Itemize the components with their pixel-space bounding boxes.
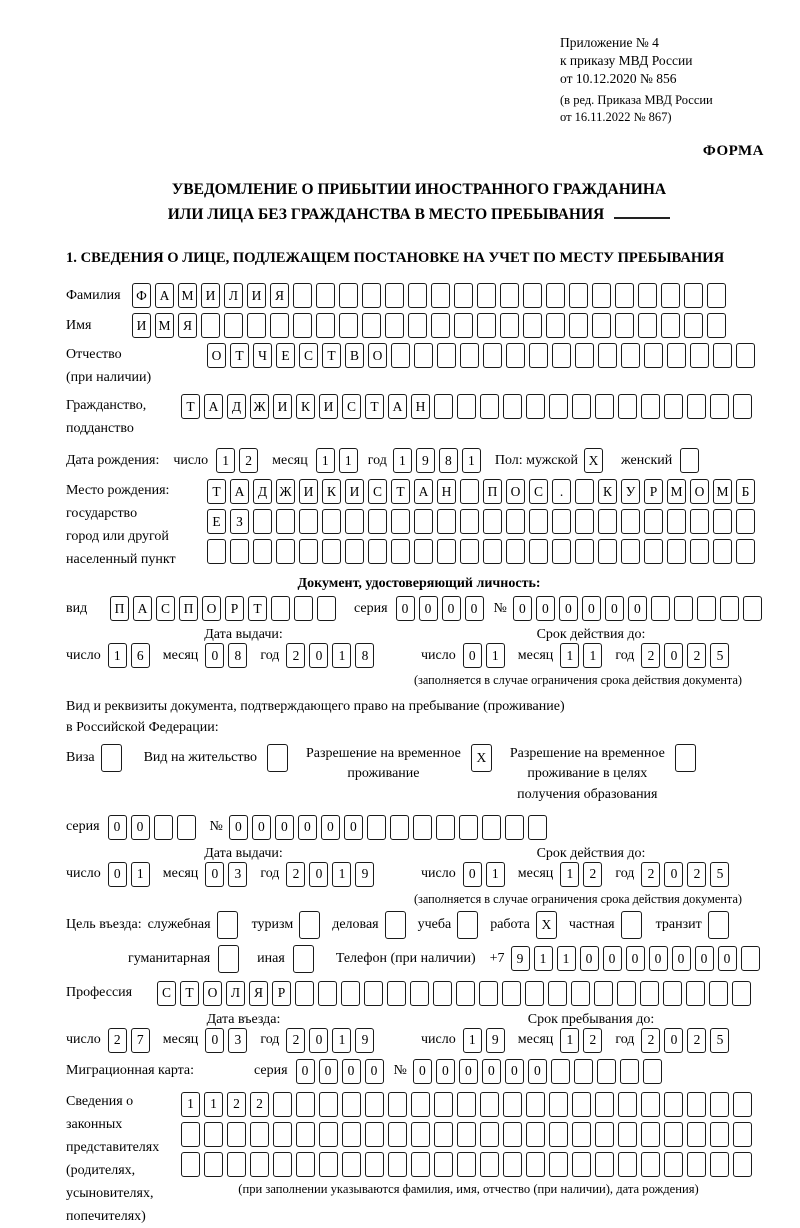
residence-doc-intro: Вид и реквизиты документа, подтверждающего право на пребывание (проживание) в Российской Федерации: bbox=[66, 699, 565, 736]
residence-doc-series-row bbox=[66, 815, 772, 840]
migration-series-label: серия bbox=[254, 1063, 288, 1079]
visa-checkbox[interactable] bbox=[101, 744, 126, 772]
purpose-tourism-checkbox[interactable] bbox=[299, 911, 324, 939]
residence-doc-options bbox=[66, 744, 772, 805]
migration-number-cells[interactable]: 0 0 0 0 0 0 bbox=[413, 1059, 666, 1084]
birth-month-cells[interactable]: 1 1 bbox=[316, 448, 362, 473]
field-patronymic bbox=[66, 343, 772, 389]
residence-number-cells[interactable]: 0 0 0 0 0 0 bbox=[229, 815, 551, 840]
citizenship-label: Гражданство, подданство bbox=[66, 398, 147, 437]
doc1-expiry-heading: Срок действия до: bbox=[536, 627, 646, 643]
birth-day-cells[interactable]: 1 2 bbox=[216, 448, 262, 473]
birth-month-label: месяц bbox=[272, 452, 308, 468]
purpose-official-checkbox[interactable] bbox=[217, 911, 242, 939]
doc2-expiry-day-cells[interactable]: 0 1 bbox=[463, 862, 509, 887]
migration-number-label: № bbox=[393, 1063, 407, 1079]
doc2-expiry-heading: Срок действия до: bbox=[536, 845, 646, 861]
purpose-row: Цель въезда: служебная туризм деловая учеба работа X частная транзит bbox=[66, 911, 772, 939]
surname-cells[interactable]: Ф А М И Л И Я bbox=[132, 283, 730, 308]
birth-place-row3-cells[interactable] bbox=[207, 539, 759, 564]
birth-place-cells-block bbox=[207, 479, 759, 569]
doc1-expiry-date: число 0 1 месяц 1 1 год 2 0 2 5 bbox=[421, 643, 742, 668]
stay-day-cells[interactable]: 1 9 bbox=[463, 1028, 509, 1053]
stay-month-cells[interactable]: 1 2 bbox=[560, 1028, 606, 1053]
doc1-dates-headings bbox=[66, 627, 772, 643]
purpose-row2: гуманитарная иная Телефон (при наличии) +7 9 1 1 0 0 0 0 0 0 0 bbox=[66, 945, 772, 973]
representatives-cells-block bbox=[181, 1092, 756, 1197]
stay-until-heading: Срок пребывания до: bbox=[527, 1011, 655, 1027]
birth-place-row1-cells[interactable]: Т А Д Ж И К И С Т А Н П О С . К У Р М О М Б bbox=[207, 479, 759, 504]
firstname-cells[interactable]: И М Я bbox=[132, 313, 730, 338]
header-line: к приказу МВД России bbox=[560, 52, 693, 68]
doc2-dates-headings bbox=[66, 846, 772, 862]
birth-year-label: год bbox=[367, 452, 387, 468]
purpose-transit-checkbox[interactable] bbox=[708, 911, 733, 939]
temp-residence-edu-label: Разрешение на временное проживание в целях получения образования bbox=[509, 746, 665, 802]
field-birth-date bbox=[66, 448, 772, 473]
purpose-label: Цель въезда: bbox=[66, 916, 142, 932]
temp-residence-label: Разрешение на временное проживание bbox=[305, 746, 461, 782]
field-migration-card bbox=[66, 1059, 772, 1084]
purpose-private-checkbox[interactable] bbox=[621, 911, 646, 939]
residence-permit-label: Вид на жительство bbox=[143, 750, 257, 766]
purpose-business-checkbox[interactable] bbox=[385, 911, 410, 939]
field-profession bbox=[66, 981, 772, 1006]
doc1-expiry-month-cells[interactable]: 1 1 bbox=[560, 643, 606, 668]
patronymic-cells[interactable]: О Т Ч Е С Т В О bbox=[207, 343, 759, 368]
field-representatives bbox=[66, 1090, 772, 1228]
field-firstname bbox=[66, 313, 772, 338]
header-line: Приложение № 4 bbox=[560, 35, 659, 50]
blank-underline bbox=[614, 217, 670, 219]
temp-residence-edu-checkbox[interactable] bbox=[675, 744, 700, 772]
doc-kind-cells[interactable]: П А С П О Р Т bbox=[110, 596, 340, 621]
field-identity-doc bbox=[66, 596, 772, 621]
form-title bbox=[66, 178, 772, 228]
doc1-issue-year-cells[interactable]: 2 0 1 8 bbox=[286, 643, 378, 668]
identity-doc-heading: Документ, удостоверяющий личность: bbox=[297, 576, 541, 592]
stay-year-cells[interactable]: 2 0 2 5 bbox=[641, 1028, 733, 1053]
entry-month-cells[interactable]: 0 3 bbox=[205, 1028, 251, 1053]
profession-cells[interactable]: С Т О Л Я Р bbox=[157, 981, 755, 1006]
sex-female-label: женский bbox=[621, 452, 673, 468]
doc-number-cells[interactable]: 0 0 0 0 0 0 bbox=[513, 596, 766, 621]
doc2-issue-year-cells[interactable]: 2 0 1 9 bbox=[286, 862, 378, 887]
birth-date-label: Дата рождения: bbox=[66, 452, 160, 468]
residence-permit-checkbox[interactable] bbox=[267, 744, 292, 772]
entry-date-heading: Дата въезда: bbox=[206, 1011, 281, 1027]
profession-label: Профессия bbox=[66, 985, 133, 1001]
residence-number-label: № bbox=[209, 819, 223, 835]
temp-residence-checkbox[interactable]: X bbox=[471, 744, 496, 772]
doc2-expiry-month-cells[interactable]: 1 2 bbox=[560, 862, 606, 887]
phone-label: Телефон (при наличии) bbox=[335, 950, 476, 966]
representatives-row1-cells[interactable]: 1 1 2 2 bbox=[181, 1092, 756, 1117]
migration-series-cells[interactable]: 0 0 0 0 bbox=[296, 1059, 388, 1084]
birth-place-label: Место рождения: государство город или другой населенный пункт bbox=[66, 483, 176, 568]
sex-label: Пол: мужской bbox=[494, 452, 579, 468]
birth-day-label: число bbox=[173, 452, 209, 468]
residence-series-cells[interactable]: 0 0 bbox=[108, 815, 200, 840]
entry-day-cells[interactable]: 2 7 bbox=[108, 1028, 154, 1053]
field-birth-place bbox=[66, 479, 772, 571]
doc2-issue-month-cells[interactable]: 0 3 bbox=[205, 862, 251, 887]
doc1-expiry-day-cells[interactable]: 0 1 bbox=[463, 643, 509, 668]
residence-series-label: серия bbox=[66, 819, 100, 835]
firstname-label: Имя bbox=[66, 317, 92, 333]
patronymic-label: Отчество (при наличии) bbox=[66, 347, 152, 386]
representatives-note: (при заполнении указываются фамилия, имя, отчество (при наличии), дата рождения) bbox=[238, 1181, 699, 1196]
doc1-issue-month-cells[interactable]: 0 8 bbox=[205, 643, 251, 668]
entry-dates-headings bbox=[66, 1012, 772, 1028]
doc1-issue-heading: Дата выдачи: bbox=[204, 627, 283, 643]
section-1-heading: 1. СВЕДЕНИЯ О ЛИЦЕ, ПОДЛЕЖАЩЕМ ПОСТАНОВКЕ НА УЧЕТ ПО МЕСТУ ПРЕБЫВАНИЯ bbox=[66, 250, 725, 267]
surname-label: Фамилия bbox=[66, 287, 121, 303]
doc2-dates-row bbox=[66, 862, 772, 887]
doc-kind-label: вид bbox=[66, 600, 88, 616]
doc2-issue-heading: Дата выдачи: bbox=[204, 845, 283, 861]
doc2-issue-day-cells[interactable]: 0 1 bbox=[108, 862, 154, 887]
citizenship-cells[interactable]: Т А Д Ж И К И С Т А Н bbox=[181, 394, 756, 419]
header-line: от 10.12.2020 № 856 bbox=[560, 70, 677, 86]
doc2-issue-date: число 0 1 месяц 0 3 год 2 0 1 9 bbox=[66, 862, 421, 887]
purpose-study-checkbox[interactable] bbox=[457, 911, 482, 939]
representatives-row2-cells[interactable] bbox=[181, 1122, 756, 1147]
representatives-row3-cells[interactable] bbox=[181, 1152, 756, 1177]
doc1-dates-row bbox=[66, 643, 772, 668]
doc-series-cells[interactable]: 0 0 0 0 bbox=[396, 596, 488, 621]
doc1-expiry-note: (заполняется в случае ограничения срока действия документа) bbox=[413, 673, 742, 688]
visa-label: Виза bbox=[66, 750, 95, 766]
doc1-issue-date: число 1 6 месяц 0 8 год 2 0 1 8 bbox=[66, 643, 421, 668]
field-citizenship bbox=[66, 394, 772, 440]
entry-date: число 2 7 месяц 0 3 год 2 0 1 9 bbox=[66, 1028, 421, 1053]
entry-dates-row bbox=[66, 1028, 772, 1053]
field-surname bbox=[66, 283, 772, 308]
entry-year-cells[interactable]: 2 0 1 9 bbox=[286, 1028, 378, 1053]
representatives-label: Сведения о законных представителях (родителях, усыновителях, попечителях) bbox=[66, 1093, 160, 1224]
doc-number-label: № bbox=[493, 600, 507, 616]
doc2-expiry-year-cells[interactable]: 2 0 2 5 bbox=[641, 862, 733, 887]
doc1-expiry-year-cells[interactable]: 2 0 2 5 bbox=[641, 643, 733, 668]
birth-year-cells[interactable]: 1 9 8 1 bbox=[393, 448, 485, 473]
header-reference bbox=[560, 34, 772, 125]
form-title-line2: ИЛИ ЛИЦА БЕЗ ГРАЖДАНСТВА В МЕСТО ПРЕБЫВАНИЯ bbox=[167, 206, 605, 224]
doc2-expiry-date: число 0 1 месяц 1 2 год 2 0 2 5 bbox=[421, 862, 742, 887]
phone-prefix: +7 bbox=[489, 950, 505, 966]
sex-male-checkbox[interactable]: X bbox=[584, 448, 607, 473]
phone-cells[interactable]: 9 1 1 0 0 0 0 0 0 0 bbox=[511, 946, 764, 971]
header-line: от 16.11.2022 № 867) bbox=[560, 109, 672, 124]
header-line: (в ред. Приказа МВД России bbox=[560, 93, 713, 108]
sex-female-checkbox[interactable] bbox=[680, 448, 703, 473]
doc-series-label: серия bbox=[354, 600, 388, 616]
form-label: ФОРМА bbox=[702, 143, 764, 160]
doc1-issue-day-cells[interactable]: 1 6 bbox=[108, 643, 154, 668]
stay-until-date: число 1 9 месяц 1 2 год 2 0 2 5 bbox=[421, 1028, 742, 1053]
doc2-expiry-note: (заполняется в случае ограничения срока действия документа) bbox=[413, 891, 742, 906]
migration-card-label: Миграционная карта: bbox=[66, 1063, 195, 1079]
form-title-line1: УВЕДОМЛЕНИЕ О ПРИБЫТИИ ИНОСТРАННОГО ГРАЖДАНИНА bbox=[171, 181, 667, 199]
birth-place-row2-cells[interactable]: Е З bbox=[207, 509, 759, 534]
purpose-other-checkbox[interactable] bbox=[293, 945, 318, 973]
purpose-humanitarian-checkbox[interactable] bbox=[218, 945, 243, 973]
purpose-work-checkbox[interactable]: X bbox=[536, 911, 561, 939]
